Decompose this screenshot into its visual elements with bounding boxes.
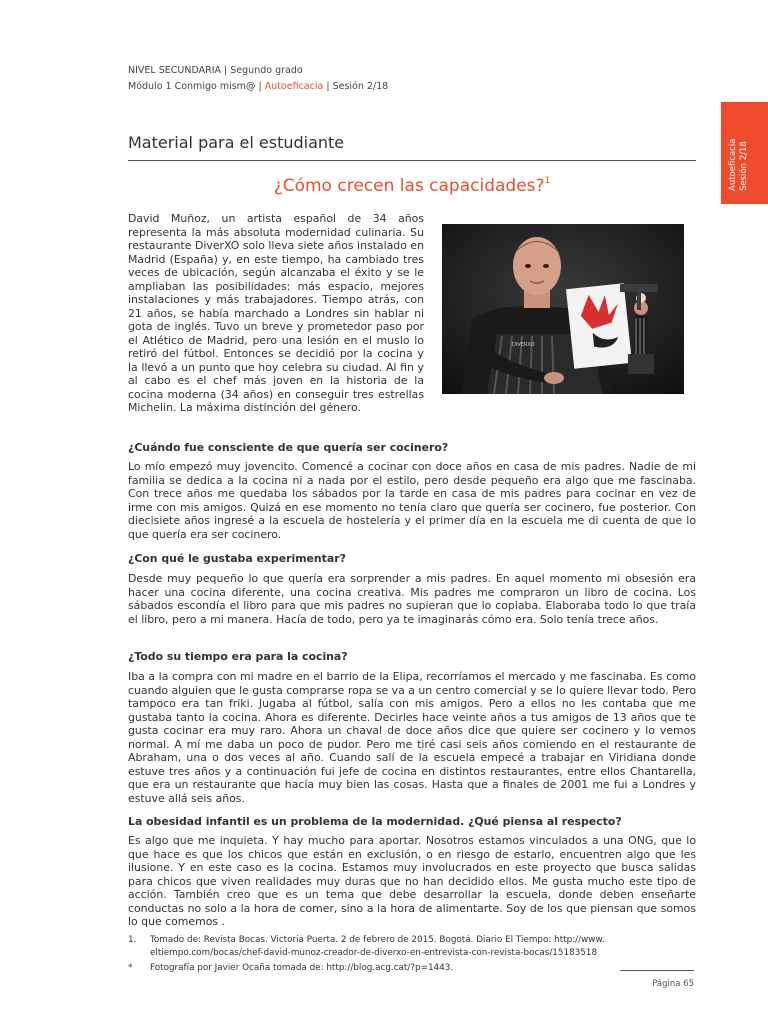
footnote-1-text: Tomado de: Revista Bocas. Victoria Puerta. 2 de febrero de 2015. Bogotá. Diario El Tiempo: http://www. eltiempo.com/bocas/chef-david-munoz-creador-de-diverxo-en-entrevista-con-revista-bocas/15183518 xyxy=(150,935,605,958)
page-number-divider xyxy=(620,970,694,971)
question-1: ¿Cuándo fue consciente de que quería ser cocinero? xyxy=(128,441,449,454)
header-level-line xyxy=(128,65,303,76)
header-separator: | xyxy=(224,65,228,76)
main-title xyxy=(128,176,696,196)
header-level: NIVEL SECUNDARIA xyxy=(128,65,221,76)
answer-4: Es algo que me inquieta. Y hay mucho para aportar. Nosotros estamos vinculados a una ONG, que lo que hace es que los chicos que están en exclusión, o en riesgo de estarlo, encuentren algo que les ilusione. Y en este caso es la cocina. Estamos muy involucrados en este proyecto que busca salidas para chicos que viven realidades muy duras que no han decidido ellos. Me gusta mucho este tipo de acción. También creo que es un tema que debe desarrollar la escuela, donde deben enseñarte conductas no solo a la hora de comer, sino a la hora de alimentarte. Soy de los que piensan que somos lo que comemos . xyxy=(128,834,696,928)
header-module-line xyxy=(128,81,388,92)
intro-paragraph: David Muñoz, un artista español de 34 años representa la más absoluta modernidad culinaria. Su restaurante DiverXO solo lleva siete años instalado en Madrid (España) y, en este tiempo, ha cambiado tres veces de ubicación, según alcanzaba el éxito y se le ampliaban las posibilidades: más espacio, mejores instalaciones y más trabajadores. Tiempo atrás, con 21 años, se había marchado a Londres sin hablar ni gota de inglés. Tuvo un breve y prometedor paso por el Atlético de Madrid, pero una lesión en el muslo lo retiró del fútbol. Entonces se decidió por la cocina y la llevó a un punto que hoy celebra su ciudad. Al fin y al cabo es el chef más joven en la historia de la cocina moderna (34 años) en conseguir tres estrellas Michelin. La máxima distinción del género. xyxy=(128,212,424,414)
question-4: La obesidad infantil es un problema de la modernidad. ¿Qué piensa al respecto? xyxy=(128,815,622,828)
side-tab-topic: Autoeficacia xyxy=(728,138,738,191)
footnote-1-marker: 1. xyxy=(128,935,137,945)
answer-3: Iba a la compra con mi madre en el barrio de la Elipa, recorríamos el mercado y me fascinaba. Es como cuando alguien que le gusta comprarse ropa se va a un centro comercial y se lo quiere llevar todo. Pero tampoco era tan friki. Jugaba al fútbol, salía con mis amigos. Pero a ellos no les contaba que me gustaba tanto la cocina. Ahora es diferente. Decirles hace veinte años a tus amigos de 13 años que te gusta cocinar era muy raro. Ahora un chaval de doce años dice que quiere ser cocinero y lo vemos normal. A mí me daba un poco de pudor. Pero me tiré casi seis años comiendo en el restaurante de Abraham, una o dos veces al año. Cuando salí de la escuela empecé a trabajar en Viridiana donde estuve tres años y a continuación fui jefe de cocina en distintos restaurantes, entre ellos Chantarella, que era un restaurante que hacía muy bien las cosas. Hasta que a finales de 2001 me fui a Londres y estuve allá seis años. xyxy=(128,670,696,805)
footnote-2-text: Fotografía por Javier Ocaña tomada de: http://blog.acg.cat/?p=1443. xyxy=(150,963,454,973)
chef-photo xyxy=(442,224,684,394)
main-title-footnote-ref: 1 xyxy=(544,176,551,186)
side-tab-session: Sesión 2/18 xyxy=(739,141,749,191)
question-2: ¿Con qué le gustaba experimentar? xyxy=(128,552,346,565)
section-title: Material para el estudiante xyxy=(128,133,345,152)
chef-photo-illustration xyxy=(442,224,684,394)
main-title-text: ¿Cómo crecen las capacidades? xyxy=(273,176,545,196)
header-topic: Autoeficacia xyxy=(264,81,324,92)
footnote-2-marker: * xyxy=(128,963,133,973)
question-3: ¿Todo su tiempo era para la cocina? xyxy=(128,650,348,663)
answer-1: Lo mío empezó muy jovencito. Comencé a cocinar con doce años en casa de mis padres. Nadie de mi familia se dedica a la cocina ni a nada por el estilo, pero desde pequeño era algo que me fascinaba. Con trece años me quedaba los sábados por la tarde en casa de mis padres para cocinar en vez de irme con mis amigos. Quizá en ese momento no tenía claro que quería ser cocinero, fue posterior. Con diecisiete años ingresé a la escuela de hostelería y el primer día en la escuela me di cuenta de que lo que quería era ser cocinero. xyxy=(128,460,696,541)
header-module: Módulo 1 Conmigo mism@ xyxy=(128,81,256,92)
header-separator: | xyxy=(326,81,330,92)
side-tab xyxy=(721,102,768,204)
answer-2: Desde muy pequeño lo que quería era sorprender a mis padres. En aquel momento mi obsesión era hacer una cocina diferente, una cocina creativa. Mis padres me compraron un libro de cocina. Los sábados escondía el libro para que mis padres no supieran que lo copiaba. Elaboraba todo lo que traía el libro, pero a mi manera. Hacía de todo, pero ya te imaginarás cómo era. Solo tenía trece años. xyxy=(128,572,696,626)
header-session: Sesión 2/18 xyxy=(332,81,389,92)
side-tab-label xyxy=(728,117,750,191)
apron-logo: DIVERXO xyxy=(512,342,535,348)
header-grade: Segundo grado xyxy=(230,65,303,76)
title-divider xyxy=(128,160,696,161)
page-number: Página 65 xyxy=(652,979,694,989)
header-separator: | xyxy=(258,81,262,92)
